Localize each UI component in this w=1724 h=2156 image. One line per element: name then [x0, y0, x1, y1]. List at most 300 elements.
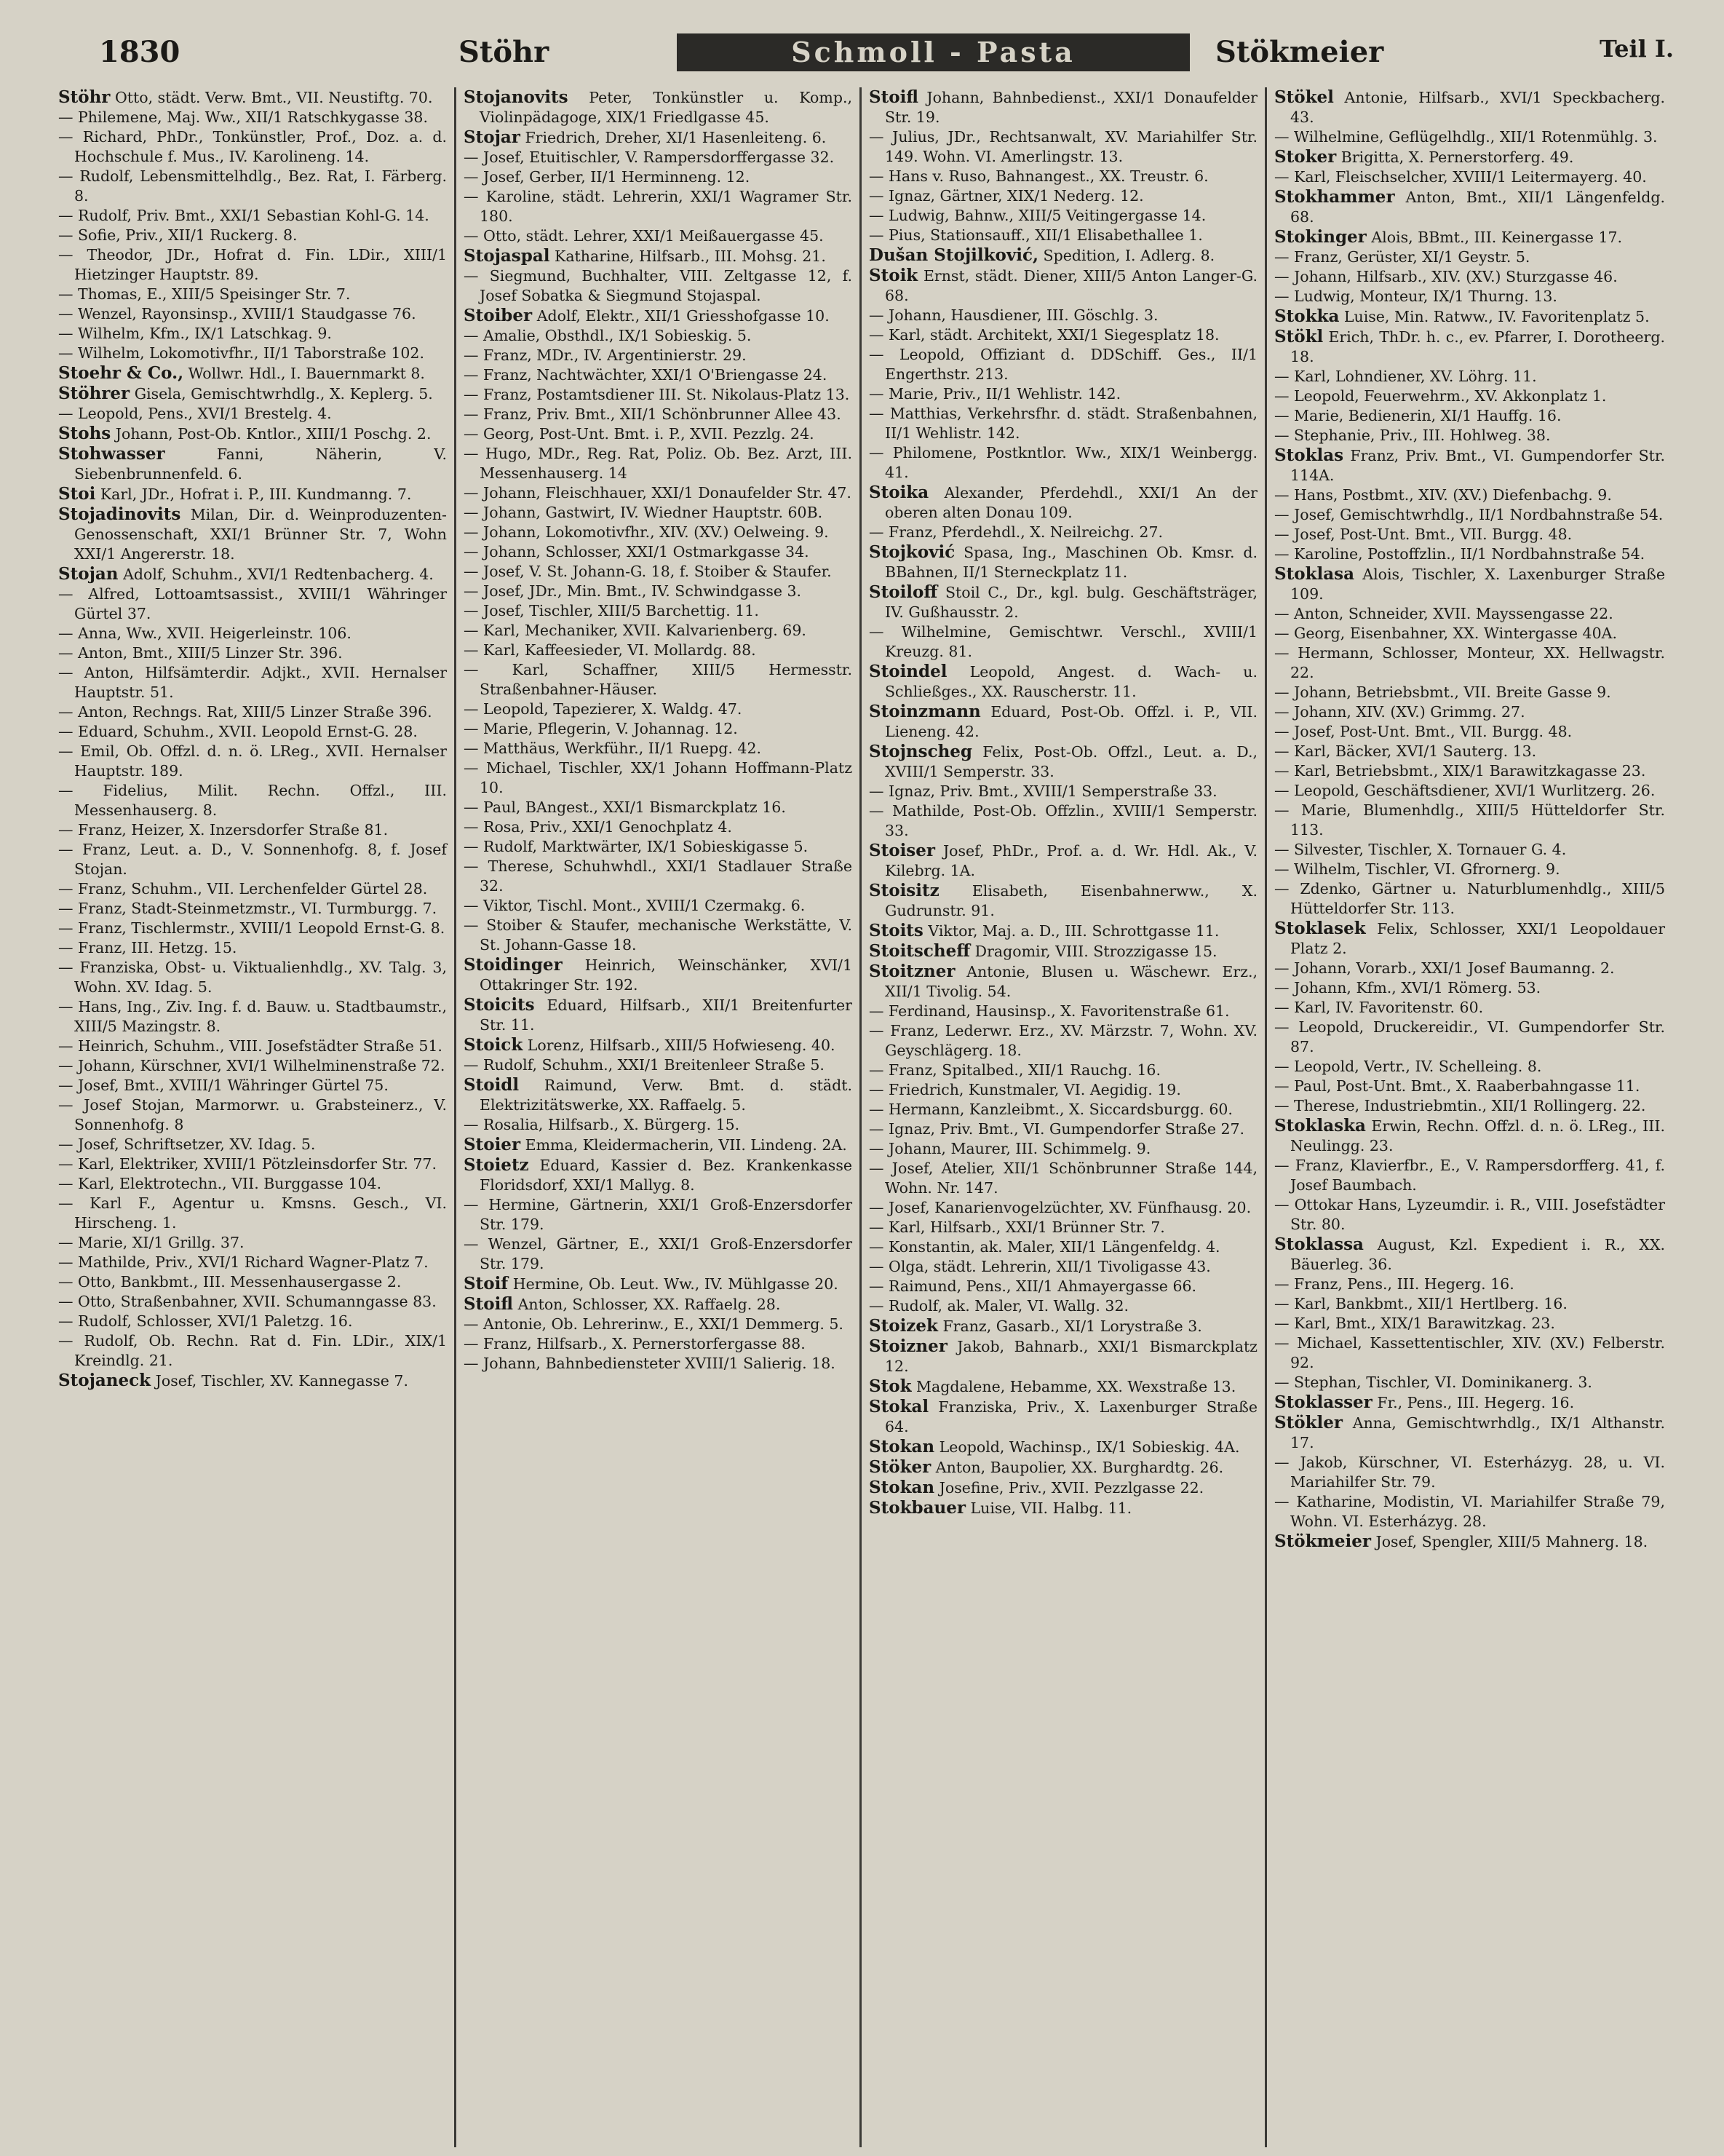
directory-entry — [58, 1233, 447, 1253]
entry-text: — Rudolf, Schuhm., XXI/1 Breitenleer Straße 5. — [464, 1056, 825, 1074]
directory-entry — [1274, 1531, 1665, 1552]
directory-entry — [869, 582, 1258, 622]
directory-entry — [869, 962, 1258, 1002]
entry-text: — Franz, Pferdehdl., X. Neilreichg. 27. — [869, 523, 1164, 541]
entry-text: — Josef, Atelier, XII/1 Schönbrunner Straße 144, Wohn. Nr. 147. — [869, 1160, 1258, 1197]
directory-entry — [464, 523, 852, 542]
entry-text: — Josef, Kanarienvogelzüchter, XV. Fünfhausg. 20. — [869, 1199, 1252, 1216]
directory-entry — [1274, 1275, 1665, 1294]
entry-text: Leopold, Wachinsp., IX/1 Sobieskig. 4A. — [939, 1438, 1240, 1456]
directory-entry — [869, 1277, 1258, 1296]
directory-entry — [58, 899, 447, 919]
entry-text: Gisela, Gemischtwrhdlg., X. Keplerg. 5. — [134, 385, 433, 403]
directory-entry — [1274, 1096, 1665, 1116]
entry-text: — Hans v. Ruso, Bahnangest., XX. Treustr. 6. — [869, 167, 1209, 185]
directory-entry — [58, 643, 447, 663]
entry-text: — Eduard, Schuhm., XVII. Leopold Ernst-G. 28. — [58, 723, 418, 740]
entry-text: — Therese, Schuhwhdl., XXI/1 Stadlauer Straße 32. — [464, 857, 852, 895]
directory-entry — [869, 1198, 1258, 1218]
directory-entry — [58, 958, 447, 997]
directory-entry — [464, 995, 852, 1035]
directory-entry — [1274, 683, 1665, 702]
directory-entry — [869, 87, 1258, 127]
directory-entry — [869, 542, 1258, 582]
entry-text: — Silvester, Tischler, X. Tornauer G. 4. — [1274, 841, 1567, 858]
column-4 — [1267, 87, 1672, 2147]
entry-surname: Stohs — [58, 424, 111, 443]
entry-text: — Karl, Elektriker, XVIII/1 Pötzleinsdorfer Str. 77. — [58, 1155, 437, 1173]
directory-entry — [58, 1371, 447, 1391]
entry-text: — Philomene, Postkntlor. Ww., XIX/1 Weinbergg. 41. — [869, 444, 1258, 481]
entry-text: — Georg, Post-Unt. Bmt. i. P., XVII. Pezzlg. 24. — [464, 425, 814, 443]
directory-entry — [58, 504, 447, 564]
directory-entry — [1274, 761, 1665, 781]
entry-text: Anton, Schlosser, XX. Raffaelg. 28. — [517, 1296, 781, 1313]
entry-text: — Rosalia, Hilfsarb., X. Bürgerg. 15. — [464, 1116, 740, 1133]
entry-text: — Friedrich, Kunstmaler, VI. Aegidig. 19. — [869, 1081, 1181, 1098]
directory-entry — [869, 841, 1258, 881]
entry-surname: Stohwasser — [58, 444, 165, 464]
entry-text: Viktor, Maj. a. D., III. Schrottgasse 11. — [928, 922, 1220, 940]
directory-entry — [869, 881, 1258, 921]
directory-entry — [464, 127, 852, 148]
entry-text: — Karl, IV. Favoritenstr. 60. — [1274, 999, 1484, 1016]
directory-entry — [464, 385, 852, 405]
entry-text: — Karl, Betriebsbmt., XIX/1 Barawitzkagasse 23. — [1274, 762, 1646, 780]
entry-text: — Karl, städt. Architekt, XXI/1 Siegesplatz 18. — [869, 326, 1220, 344]
directory-entry — [1274, 1116, 1665, 1156]
entry-text: — Georg, Eisenbahner, XX. Wintergasse 40A. — [1274, 625, 1617, 642]
entry-text: — Franz, Hilfsarb., X. Pernerstorfergasse 88. — [464, 1335, 806, 1352]
directory-entry — [464, 739, 852, 758]
entry-text: Spasa, Ing., Maschinen Ob. Kmsr. d. BBahnen, II/1 Sterneckplatz 11. — [885, 544, 1258, 581]
entry-surname: Stoklasa — [1274, 564, 1355, 584]
entry-text: — Stoiber & Staufer, mechanische Werkstätte, V. St. Johann-Gasse 18. — [464, 916, 852, 954]
directory-entry — [1274, 544, 1665, 564]
entry-text: — Thomas, E., XIII/5 Speisinger Str. 7. — [58, 285, 351, 303]
entry-text: — Leopold, Tapezierer, X. Waldg. 47. — [464, 700, 742, 718]
directory-entry — [869, 921, 1258, 941]
entry-text: — Otto, Bankbmt., III. Messenhausergasse 2. — [58, 1273, 402, 1291]
entry-surname: Stökl — [1274, 327, 1324, 346]
directory-entry — [869, 266, 1258, 306]
entry-text: — Rudolf, Schlosser, XVI/1 Paletzg. 16. — [58, 1312, 353, 1330]
entry-text: — Leopold, Feuerwehrm., XV. Akkonplatz 1. — [1274, 387, 1607, 405]
entry-text: Raimund, Verw. Bmt. d. städt. Elektrizitätswerke, XX. Raffaelg. 5. — [480, 1077, 852, 1114]
entry-text: — Rudolf, Ob. Rechn. Rat d. Fin. LDir., XIX/1 Kreindlg. 21. — [58, 1332, 447, 1369]
directory-entry — [464, 1115, 852, 1135]
entry-text: Spedition, I. Adlerg. 8. — [1043, 247, 1215, 264]
entry-text: — Leopold, Vertr., IV. Schelleing. 8. — [1274, 1058, 1542, 1075]
directory-entry — [1274, 1057, 1665, 1077]
directory-entry — [1274, 879, 1665, 919]
directory-entry — [1274, 167, 1665, 187]
entry-text: Otto, städt. Verw. Bmt., VII. Neustiftg. 70. — [114, 89, 433, 106]
directory-entry — [1274, 919, 1665, 959]
entry-text: — Konstantin, ak. Maler, XII/1 Längenfeldg. 4. — [869, 1238, 1220, 1256]
directory-entry — [1274, 525, 1665, 544]
entry-text: — Marie, Pflegerin, V. Johannag. 12. — [464, 720, 738, 737]
directory-entry — [1274, 781, 1665, 801]
directory-entry — [869, 483, 1258, 523]
entry-text: — Hans, Ing., Ziv. Ing. f. d. Bauw. u. Stadtbaumstr., XIII/5 Mazingstr. 8. — [58, 998, 447, 1035]
directory-entry — [58, 1174, 447, 1194]
directory-entry — [464, 405, 852, 424]
entry-text: Felix, Schlosser, XXI/1 Leopoldauer Platz 2. — [1290, 920, 1665, 957]
entry-surname: Stoi — [58, 484, 96, 504]
entry-text: Erwin, Rechn. Offzl. d. n. ö. LReg., III. Neulingg. 23. — [1290, 1117, 1665, 1154]
entry-surname: Stoidinger — [464, 955, 563, 975]
directory-entry — [464, 87, 852, 127]
directory-entry — [869, 1457, 1258, 1478]
entry-text: — Franz, III. Hetzg. 15. — [58, 939, 237, 956]
entry-text: — Johann, Gastwirt, IV. Wiedner Hauptstr. 60B. — [464, 504, 823, 521]
entry-text: — Franz, Pens., III. Hegerg. 16. — [1274, 1275, 1514, 1293]
directory-entry — [869, 1061, 1258, 1080]
entry-text: Alexander, Pferdehdl., XXI/1 An der oberen alten Donau 109. — [885, 484, 1258, 521]
directory-entry — [464, 1035, 852, 1055]
directory-entry — [1274, 1413, 1665, 1453]
entry-text: — Ignaz, Priv. Bmt., XVIII/1 Semperstraße 33. — [869, 782, 1217, 800]
entry-surname: Stoizek — [869, 1316, 938, 1336]
entry-text: — Ignaz, Gärtner, XIX/1 Nederg. 12. — [869, 187, 1144, 205]
entry-text: — Siegmund, Buchhalter, VIII. Zeltgasse 12, f. Josef Sobatka & Siegmund Stojaspal. — [464, 267, 852, 304]
entry-text: Dragomir, VIII. Strozzigasse 15. — [974, 943, 1217, 960]
entry-text: Johann, Bahnbedienst., XXI/1 Donaufelder Str. 19. — [885, 89, 1258, 126]
entry-text: — Franz, Lederwr. Erz., XV. Märzstr. 7, Wohn. XV. Geyschlägerg. 18. — [869, 1022, 1258, 1059]
directory-entry — [464, 444, 852, 483]
directory-entry — [464, 641, 852, 660]
entry-text: — Karl, Lohndiener, XV. Löhrg. 11. — [1274, 368, 1537, 385]
directory-entry — [464, 1195, 852, 1234]
directory-entry — [58, 1095, 447, 1135]
entry-text: — Rudolf, Priv. Bmt., XXI/1 Sebastian Kohl-G. 14. — [58, 207, 429, 224]
entry-text: Josef, PhDr., Prof. a. d. Wr. Hdl. Ak., V. Kilebrg. 1A. — [885, 842, 1258, 879]
directory-entry — [869, 1437, 1258, 1457]
directory-entry — [464, 758, 852, 798]
entry-text: Anna, Gemischtwrhdlg., IX/1 Althanstr. 17. — [1290, 1414, 1665, 1451]
entry-text: — Wilhelmine, Geflügelhdlg., XII/1 Rotenmühlg. 3. — [1274, 128, 1658, 146]
directory-entry — [58, 663, 447, 702]
entry-text: — Johann, Betriebsbmt., VII. Breite Gasse 9. — [1274, 683, 1611, 701]
directory-entry — [464, 719, 852, 739]
directory-entry — [58, 324, 447, 344]
entry-text: — Karl, Bäcker, XVI/1 Sauterg. 13. — [1274, 742, 1537, 760]
header-first-word: Stöhr — [458, 35, 549, 69]
entry-text: — Marie, Blumenhdlg., XIII/5 Hütteldorfer Str. 113. — [1274, 801, 1665, 839]
entry-text: Katharine, Hilfsarb., III. Mohsg. 21. — [555, 247, 826, 265]
entry-text: Eduard, Kassier d. Bez. Krankenkasse Floridsdorf, XXI/1 Mallyg. 8. — [480, 1157, 852, 1194]
entry-text: — Rudolf, Lebensmittelhdlg., Bez. Rat, I. Färberg. 8. — [58, 167, 447, 205]
directory-entry — [464, 582, 852, 601]
entry-text: Eduard, Hilfsarb., XII/1 Breitenfurter Str. 11. — [480, 996, 852, 1034]
directory-entry — [1274, 87, 1665, 127]
header-section: Teil I. — [1599, 35, 1674, 63]
entry-text: Fanni, Näherin, V. Siebenbrunnenfeld. 6. — [74, 445, 447, 483]
entry-text: — Emil, Ob. Offzl. d. n. ö. LReg., XVII. Hernalser Hauptstr. 189. — [58, 742, 447, 780]
entry-surname: Stoika — [869, 483, 929, 502]
directory-entry — [58, 1037, 447, 1056]
directory-entry — [58, 245, 447, 285]
entry-surname: Stoits — [869, 921, 923, 940]
directory-entry — [464, 857, 852, 896]
directory-entry — [58, 206, 447, 226]
entry-text: — Jakob, Kürschner, VI. Esterházyg. 28, u. VI. Mariahilfer Str. 79. — [1274, 1454, 1665, 1491]
directory-entry — [1274, 445, 1665, 486]
entry-text: — Ignaz, Priv. Bmt., VI. Gumpendorfer Straße 27. — [869, 1120, 1245, 1138]
directory-entry — [869, 1478, 1258, 1498]
directory-entry — [1274, 1492, 1665, 1531]
directory-entry — [58, 363, 447, 384]
entry-text: — Marie, Priv., II/1 Wehlistr. 142. — [869, 385, 1121, 403]
entry-text: — Olga, städt. Lehrerin, XII/1 Tivoligasse 43. — [869, 1258, 1211, 1275]
directory-entry — [464, 483, 852, 503]
directory-entry — [869, 226, 1258, 245]
entry-text: — Johann, Schlosser, XXI/1 Ostmarkgasse 34. — [464, 543, 809, 560]
entry-surname: Stokinger — [1274, 227, 1367, 247]
entry-text: — Rosa, Priv., XXI/1 Genochplatz 4. — [464, 818, 732, 836]
entry-text: Antonie, Hilfsarb., XVI/1 Speckbacherg. 43. — [1290, 89, 1665, 126]
directory-entry — [58, 564, 447, 584]
entry-surname: Stoietz — [464, 1155, 529, 1175]
entry-text: — Michael, Kassettentischler, XIV. (XV.) Felberstr. 92. — [1274, 1334, 1665, 1371]
directory-entry — [1274, 801, 1665, 840]
directory-entry — [464, 1155, 852, 1195]
entry-text: — Hermann, Kanzleibmt., X. Siccardsburgg. 60. — [869, 1101, 1233, 1118]
directory-entry — [464, 226, 852, 246]
entry-text: — Ludwig, Bahnw., XIII/5 Veitingergasse 14. — [869, 207, 1207, 224]
entry-surname: Stokbauer — [869, 1498, 966, 1518]
directory-entry — [1274, 147, 1665, 167]
entry-text: — Amalie, Obsthdl., IX/1 Sobieskig. 5. — [464, 327, 752, 344]
directory-entry — [1274, 127, 1665, 147]
directory-entry — [1274, 367, 1665, 387]
entry-text: — Wilhelmine, Gemischtwr. Verschl., XVIII/1 Kreuzg. 81. — [869, 623, 1258, 660]
entry-text: — Karl, Schaffner, XIII/5 Hermesstr. Straßenbahner-Häuser. — [464, 661, 852, 698]
entry-text: — Wilhelm, Tischler, VI. Gfrornerg. 9. — [1274, 860, 1560, 878]
entry-text: Milan, Dir. d. Weinproduzenten-Genossenschaft, XXI/1 Brünner Str. 7, Wohn XXI/1 Angererstr. 18. — [74, 506, 447, 563]
entry-text: — Johann, Hilfsarb., XIV. (XV.) Sturzgasse 46. — [1274, 268, 1618, 285]
directory-entry — [464, 1315, 852, 1334]
entry-text: Elisabeth, Eisenbahnerww., X. Gudrunstr. 91. — [885, 882, 1258, 919]
entry-text: — Wilhelm, Kfm., IX/1 Latschkag. 9. — [58, 325, 332, 342]
entry-text: — Wenzel, Rayonsinsp., XVIII/1 Staudgasse 76. — [58, 305, 416, 322]
entry-text: — Matthäus, Werkführ., II/1 Ruepg. 42. — [464, 740, 762, 757]
entry-text: — Anton, Schneider, XVII. Mayssengasse 22. — [1274, 605, 1613, 622]
entry-text: — Katharine, Modistin, VI. Mariahilfer Straße 79, Wohn. VI. Esterházyg. 28. — [1274, 1493, 1665, 1530]
directory-entry — [58, 1331, 447, 1371]
header-last-word: Stökmeier — [1215, 35, 1384, 69]
entry-text: — Johann, Kfm., XVI/1 Römerg. 53. — [1274, 979, 1541, 996]
entry-text: — Ottokar Hans, Lyzeumdir. i. R., VIII. Josefstädter Str. 80. — [1274, 1196, 1665, 1233]
entry-text: — Franz, Schuhm., VII. Lerchenfelder Gürtel 28. — [58, 880, 428, 897]
directory-entry — [58, 584, 447, 624]
directory-entry — [869, 1237, 1258, 1257]
directory-entry — [869, 245, 1258, 266]
entry-text: Fr., Pens., III. Hegerg. 16. — [1377, 1394, 1575, 1411]
columns-container — [51, 87, 1674, 2147]
entry-text: Antonie, Blusen u. Wäschewr. Erz., XII/1 Tivolig. 54. — [885, 963, 1258, 1000]
directory-entry — [1274, 643, 1665, 683]
entry-text: — Stephan, Tischler, VI. Dominikanerg. 3. — [1274, 1374, 1592, 1391]
entry-text: — Mathilde, Priv., XVI/1 Richard Wagner-Platz 7. — [58, 1253, 429, 1271]
directory-entry — [58, 484, 447, 504]
entry-text: Heinrich, Weinschänker, XVI/1 Ottakringer Str. 192. — [480, 956, 852, 994]
directory-entry — [464, 542, 852, 562]
directory-entry — [58, 722, 447, 742]
entry-text: — Johann, XIV. (XV.) Grimmg. 27. — [1274, 703, 1525, 721]
directory-entry — [1274, 267, 1665, 287]
directory-entry — [1274, 604, 1665, 624]
directory-entry — [1274, 406, 1665, 426]
directory-entry — [464, 837, 852, 857]
entry-text: — Karl, Bankbmt., XII/1 Hertlberg. 16. — [1274, 1295, 1568, 1312]
entry-text: — Sofie, Priv., XII/1 Ruckerg. 8. — [58, 226, 298, 244]
directory-entry — [1274, 860, 1665, 879]
entry-text: — Franz, MDr., IV. Argentinierstr. 29. — [464, 346, 747, 364]
directory-entry — [869, 523, 1258, 542]
entry-surname: Dušan Stojilković, — [869, 245, 1039, 265]
entry-text: — Franz, Tischlermstr., XVIII/1 Leopold Ernst-G. 8. — [58, 919, 445, 937]
entry-text: — Johann, Lokomotivfhr., XIV. (XV.) Oelweing. 9. — [464, 523, 829, 541]
entry-text: — Josef, Tischler, XIII/5 Barchettig. 11. — [464, 602, 759, 619]
directory-entry — [869, 1316, 1258, 1336]
page-header — [95, 29, 1674, 87]
directory-entry — [464, 148, 852, 167]
directory-entry — [869, 1159, 1258, 1198]
entry-surname: Stoiloff — [869, 582, 938, 602]
entry-text: — Viktor, Tischl. Mont., XVIII/1 Czermakg. 6. — [464, 897, 806, 914]
directory-entry — [1274, 1392, 1665, 1413]
entry-text: Alois, BBmt., III. Keinergasse 17. — [1371, 229, 1623, 246]
entry-text: Karl, JDr., Hofrat i. P., III. Kundmanng. 7. — [100, 486, 412, 503]
entry-text: Luise, VII. Halbg. 11. — [970, 1499, 1132, 1517]
entry-text: Josef, Tischler, XV. Kannegasse 7. — [155, 1372, 408, 1390]
entry-text: Anton, Baupolier, XX. Burghardtg. 26. — [935, 1459, 1224, 1476]
entry-text: — Leopold, Geschäftsdiener, XVI/1 Wurlitzerg. 26. — [1274, 782, 1656, 799]
entry-surname: Stojaspal — [464, 246, 550, 266]
entry-text: — Otto, Straßenbahner, XVII. Schumanngasse 83. — [58, 1293, 437, 1310]
directory-entry — [869, 384, 1258, 404]
entry-text: — Paul, BAngest., XXI/1 Bismarckplatz 16. — [464, 798, 786, 816]
directory-entry — [1274, 998, 1665, 1018]
directory-entry — [869, 306, 1258, 325]
entry-surname: Stok — [869, 1376, 912, 1396]
entry-surname: Stoik — [869, 266, 918, 285]
page-number: 1830 — [99, 35, 180, 69]
directory-entry — [869, 1080, 1258, 1100]
directory-entry — [464, 817, 852, 837]
directory-entry — [869, 1021, 1258, 1061]
directory-entry — [58, 919, 447, 938]
directory-entry — [1274, 247, 1665, 267]
entry-surname: Stokan — [869, 1437, 935, 1457]
directory-entry — [869, 702, 1258, 742]
entry-text: — Heinrich, Schuhm., VIII. Josefstädter Straße 51. — [58, 1037, 442, 1055]
entry-surname: Stökler — [1274, 1413, 1343, 1432]
entry-text: — Hugo, MDr., Reg. Rat, Poliz. Ob. Bez. Arzt, III. Messenhauserg. 14 — [464, 445, 852, 482]
entry-text: — Marie, XI/1 Grillg. 37. — [58, 1234, 245, 1251]
entry-text: — Marie, Bedienerin, XI/1 Hauffg. 16. — [1274, 407, 1562, 424]
entry-text: — Johann, Vorarb., XXI/1 Josef Baumanng. 2. — [1274, 959, 1615, 977]
entry-text: August, Kzl. Expedient i. R., XX. Bäuerleg. 36. — [1290, 1236, 1665, 1273]
directory-entry — [1274, 742, 1665, 761]
entry-text: Alois, Tischler, X. Laxenburger Straße 109. — [1290, 566, 1665, 603]
entry-text: — Ferdinand, Hausinsp., X. Favoritenstraße 61. — [869, 1002, 1230, 1020]
directory-entry — [869, 186, 1258, 206]
entry-text: — Josef, Gemischtwrhdlg., II/1 Nordbahnstraße 54. — [1274, 506, 1664, 523]
directory-entry — [1274, 426, 1665, 445]
directory-entry — [1274, 287, 1665, 306]
directory-entry — [869, 1100, 1258, 1119]
entry-text: Leopold, Angest. d. Wach- u. Schließges., XX. Rauscherstr. 11. — [885, 663, 1258, 700]
entry-surname: Stoehr & Co., — [58, 363, 184, 383]
directory-entry — [869, 1397, 1258, 1437]
entry-text: — Josef, Schriftsetzer, XV. Idag. 5. — [58, 1136, 316, 1153]
entry-surname: Stokhammer — [1274, 187, 1395, 207]
directory-entry — [464, 187, 852, 226]
directory-entry — [869, 1257, 1258, 1277]
directory-entry — [464, 798, 852, 817]
directory-entry — [1274, 387, 1665, 406]
directory-entry — [1274, 722, 1665, 742]
directory-entry — [58, 624, 447, 643]
directory-entry — [58, 1272, 447, 1292]
directory-entry — [464, 1294, 852, 1315]
entry-surname: Stojan — [58, 564, 119, 584]
directory-entry — [1274, 306, 1665, 327]
directory-entry — [58, 1154, 447, 1174]
header-center-box: Schmoll - Pasta — [677, 33, 1190, 71]
directory-entry — [869, 206, 1258, 226]
directory-entry — [58, 384, 447, 404]
entry-text: — Josef, Post-Unt. Bmt., VII. Burgg. 48. — [1274, 723, 1573, 740]
entry-surname: Stoitzner — [869, 962, 956, 981]
directory-entry — [464, 306, 852, 326]
entry-text: — Johann, Bahnbediensteter XVIII/1 Salierig. 18. — [464, 1355, 835, 1372]
directory-entry — [464, 1334, 852, 1354]
directory-entry — [58, 1056, 447, 1076]
directory-entry — [869, 443, 1258, 483]
entry-surname: Stojar — [464, 127, 520, 147]
entry-text: — Karl, Kaffeesieder, VI. Mollardg. 88. — [464, 641, 756, 659]
entry-text: — Franz, Nachtwächter, XXI/1 O'Briengasse 24. — [464, 366, 827, 384]
directory-entry — [464, 365, 852, 385]
entry-surname: Stojanovits — [464, 87, 568, 107]
entry-surname: Stokal — [869, 1397, 929, 1416]
entry-surname: Stoklassa — [1274, 1234, 1364, 1254]
directory-entry — [869, 622, 1258, 662]
entry-text: — Richard, PhDr., Tonkünstler, Prof., Doz. a. d. Hochschule f. Mus., IV. Karolineng. 14. — [58, 128, 447, 165]
entry-text: Eduard, Post-Ob. Offzl. i. P., VII. Lieneng. 42. — [885, 703, 1258, 740]
directory-entry — [464, 326, 852, 346]
directory-entry — [464, 1135, 852, 1155]
entry-text: — Karoline, Postoffzlin., II/1 Nordbahnstraße 54. — [1274, 545, 1645, 563]
directory-entry — [58, 1194, 447, 1233]
entry-text: — Wilhelm, Lokomotivfhr., II/1 Taborstraße 102. — [58, 344, 424, 362]
directory-entry — [58, 1135, 447, 1154]
entry-text: — Karl, Fleischselcher, XVIII/1 Leitermayerg. 40. — [1274, 168, 1647, 186]
entry-surname: Stöhrer — [58, 384, 130, 403]
directory-entry — [1274, 702, 1665, 722]
entry-surname: Stoklasek — [1274, 919, 1366, 938]
entry-text: Anton, Bmt., XII/1 Längenfeldg. 68. — [1290, 189, 1665, 226]
directory-entry — [464, 1354, 852, 1374]
directory-entry — [464, 266, 852, 306]
directory-entry — [1274, 840, 1665, 860]
directory-entry — [1274, 327, 1665, 367]
entry-text: Peter, Tonkünstler u. Komp., Violinpädagoge, XIX/1 Friedlgasse 45. — [480, 89, 852, 126]
